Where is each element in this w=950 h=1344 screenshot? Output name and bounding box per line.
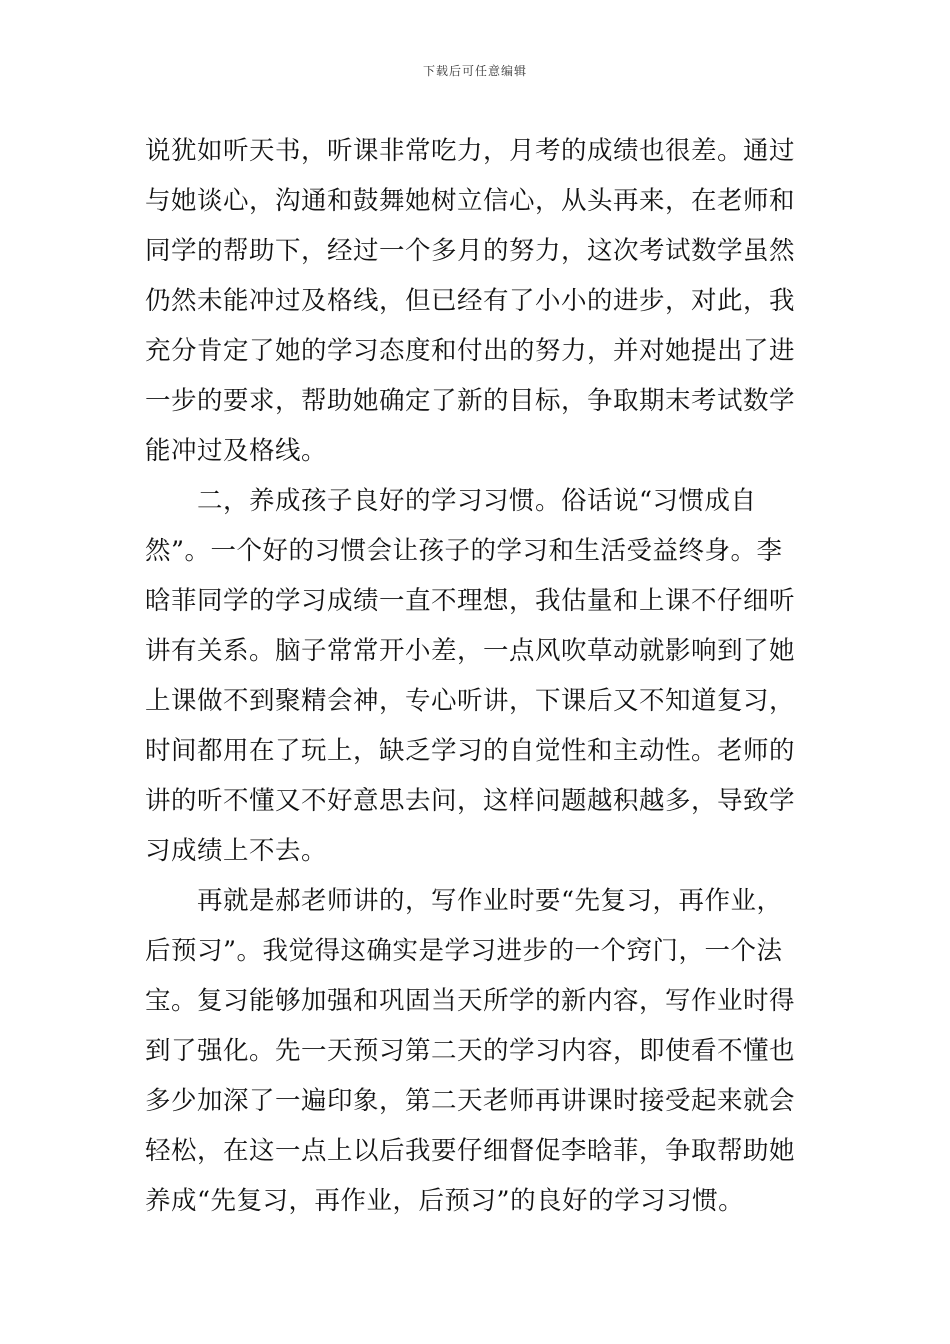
text-line: 后预习”。我觉得这确实是学习进步的一个窍门，一个法 xyxy=(145,936,783,966)
text-line: 讲的听不懂又不好意思去问，这样问题越积越多，导致学 xyxy=(145,786,796,816)
text-line: 到了强化。先一天预习第二天的学习内容，即使看不懂也 xyxy=(145,1036,796,1066)
text-line: 能冲过及格线。 xyxy=(145,436,328,466)
document-body xyxy=(145,126,807,1226)
text-line: 讲有关系。脑子常常开小差，一点风吹草动就影响到了她 xyxy=(145,636,796,666)
text-line: 晗菲同学的学习成绩一直不理想，我估量和上课不仔细听 xyxy=(145,586,796,616)
text-line: 一步的要求，帮助她确定了新的目标，争取期末考试数学 xyxy=(145,386,796,416)
text-line: 养成“先复习，再作业，后预习”的良好的学习习惯。 xyxy=(145,1186,745,1216)
page-header: 下载后可任意编辑 xyxy=(422,64,527,78)
paragraph-start-line: 二，养成孩子良好的学习习惯。俗话说“习惯成自 xyxy=(197,486,757,516)
text-line: 充分肯定了她的学习态度和付出的努力，并对她提出了进 xyxy=(145,336,796,366)
text-line: 与她谈心，沟通和鼓舞她树立信心，从头再来，在老师和 xyxy=(145,186,796,216)
text-line: 时间都用在了玩上，缺乏学习的自觉性和主动性。老师的 xyxy=(145,736,796,766)
text-line: 多少加深了一遍印象，第二天老师再讲课时接受起来就会 xyxy=(145,1086,796,1116)
text-line: 同学的帮助下，经过一个多月的努力，这次考试数学虽然 xyxy=(145,236,796,266)
text-line: 仍然未能冲过及格线，但已经有了小小的进步，对此，我 xyxy=(145,286,796,316)
text-line: 轻松，在这一点上以后我要仔细督促李晗菲，争取帮助她 xyxy=(145,1136,796,1166)
text-line: 宝。复习能够加强和巩固当天所学的新内容，写作业时得 xyxy=(145,986,796,1016)
text-line: 上课做不到聚精会神，专心听讲，下课后又不知道复习， xyxy=(145,686,796,716)
text-line: 然”。一个好的习惯会让孩子的学习和生活受益终身。李 xyxy=(145,536,783,566)
text-line: 说犹如听天书，听课非常吃力，月考的成绩也很差。通过 xyxy=(145,136,796,166)
text-line: 习成绩上不去。 xyxy=(145,836,328,866)
paragraph-start-line: 再就是郝老师讲的，写作业时要“先复习，再作业， xyxy=(197,886,783,916)
